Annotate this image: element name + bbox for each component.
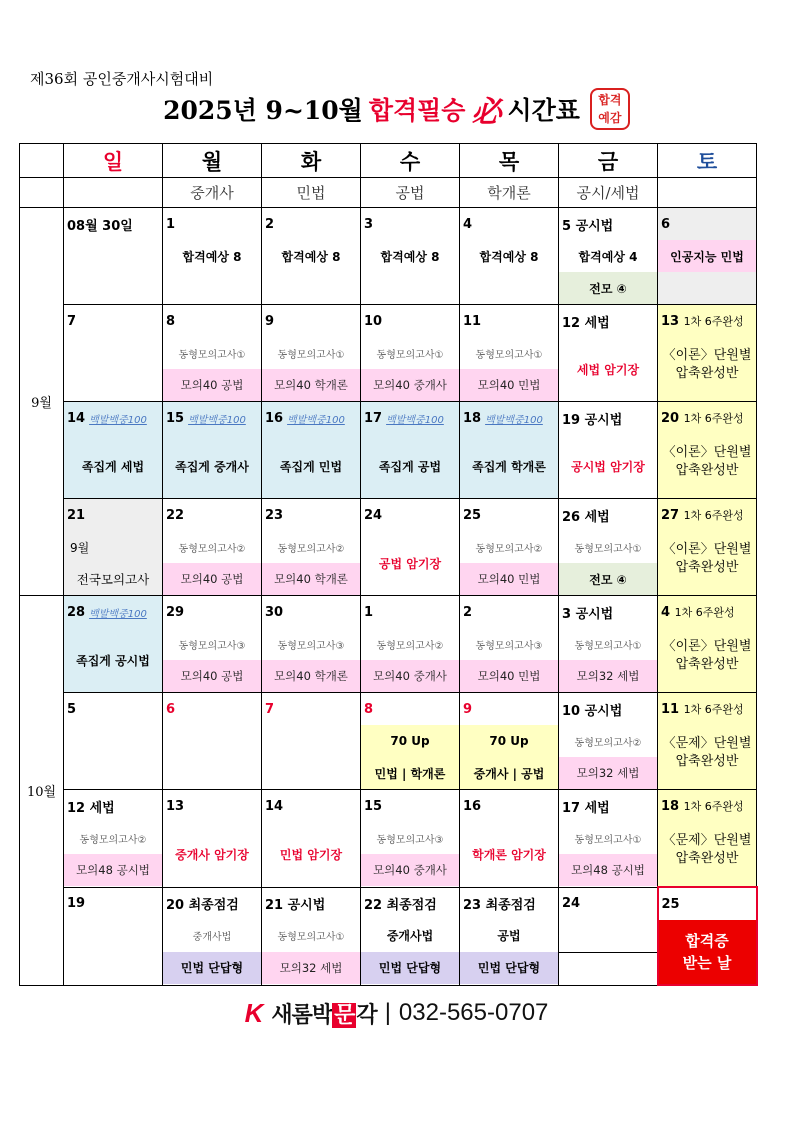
day-cell (262, 596, 361, 693)
mock-exam-label: 동형모의고사③ (178, 640, 246, 652)
course-label: 민법 암기장 (279, 847, 343, 862)
calendar-table (19, 143, 758, 986)
page-title (0, 86, 793, 132)
theory-course (658, 822, 756, 886)
date-label: 8 (166, 313, 176, 329)
theory-line1: 〈이론〉단원별 (662, 542, 752, 557)
mock-exam-label: 동형모의고사② (277, 543, 345, 555)
day-cell (64, 596, 163, 693)
mock-exam-label: 동형모의고사① (574, 640, 642, 652)
date-label: 19 공시법 (562, 412, 623, 428)
day-cell (163, 887, 262, 985)
date-label: 5 (67, 701, 77, 717)
day-cell (460, 887, 559, 985)
date-label: 11 (463, 313, 482, 329)
day-cell (262, 499, 361, 596)
date-label: 08월 30일 (67, 218, 133, 234)
theory-course (658, 628, 756, 692)
day-cell (262, 790, 361, 888)
course-label: 모의40 학개론 (262, 369, 360, 401)
holiday-date-label: 7 (265, 701, 275, 717)
date-label: 4 (661, 604, 671, 620)
date-label: 1 (166, 216, 176, 232)
course-label: 족집게 학개론 (472, 459, 546, 474)
theory-line1: 〈이론〉단원별 (662, 445, 752, 460)
mock-exam-label: 동형모의고사② (178, 543, 246, 555)
mock-exam-label: 동형모의고사① (475, 349, 543, 361)
date-label: 12 세법 (67, 800, 115, 816)
date-label: 14 (265, 798, 284, 814)
mock-exam-label: 동형모의고사② (376, 640, 444, 652)
day-cell (559, 208, 658, 305)
date-label: 27 (661, 507, 680, 523)
day-cell (559, 596, 658, 693)
theory-line1: 〈이론〉단원별 (662, 639, 752, 654)
date-label: 10 공시법 (562, 703, 623, 719)
day-cell (361, 596, 460, 693)
day-cell (262, 693, 361, 790)
day-cell (559, 305, 658, 402)
theory-course (658, 531, 756, 595)
course-label: 모의32 세법 (262, 952, 360, 984)
day-cell (262, 208, 361, 305)
day-cell (559, 402, 658, 499)
course-label: 모의40 중개사 (361, 854, 459, 886)
course-label: 중개사 암기장 (175, 847, 249, 862)
date-label: 12 세법 (562, 315, 610, 331)
course-label: 모의40 중개사 (361, 660, 459, 692)
date-label: 23 (265, 507, 284, 523)
date-label: 29 (166, 604, 185, 620)
date-label: 21 (67, 507, 86, 523)
course-link[interactable]: 백발백중100 (89, 414, 147, 426)
course-label: 민법 단답형 (361, 952, 459, 984)
course-label: 모의40 공법 (163, 369, 261, 401)
date-label: 18 (661, 798, 680, 814)
date-label: 5 공시법 (562, 218, 614, 234)
course-label: 중개사법 (192, 932, 232, 943)
theory-line2: 압축완성반 (675, 463, 739, 478)
course-label: 족집게 공시법 (76, 653, 150, 668)
course-label: 족집게 민법 (279, 459, 343, 474)
day-cell (361, 499, 460, 596)
date-label: 20 최종점검 (166, 898, 239, 913)
exam-day-line2: 받는 날 (682, 954, 732, 972)
day-cell (64, 305, 163, 402)
day-header-mon: 월 (163, 144, 262, 178)
week-row (20, 790, 757, 888)
week-row (20, 305, 757, 402)
course-label: 모의40 중개사 (361, 369, 459, 401)
day-cell (658, 499, 757, 596)
date-label: 17 (364, 410, 383, 426)
week-row (20, 208, 757, 305)
date-label: 14 (67, 410, 86, 426)
day-header-sat: 토 (658, 144, 757, 178)
day-cell (559, 693, 658, 790)
course-note: 1차 6주완성 (683, 412, 744, 425)
date-label: 4 (463, 216, 473, 232)
date-label: 11 (661, 701, 680, 717)
corner-cell (20, 144, 64, 178)
day-cell (658, 693, 757, 790)
course-label: 모의40 학개론 (262, 563, 360, 595)
course-link[interactable]: 백발백중100 (89, 608, 147, 620)
academy-name-part: 각 (356, 1002, 377, 1028)
day-cell (460, 305, 559, 402)
course-label: 전모 ④ (559, 563, 657, 595)
day-cell (361, 402, 460, 499)
day-cell (262, 402, 361, 499)
mock-exam-label: 동형모의고사③ (475, 640, 543, 652)
date-label: 20 (661, 410, 680, 426)
day-cell (163, 499, 262, 596)
date-label: 30 (265, 604, 284, 620)
date-label: 7 (67, 313, 77, 329)
course-link[interactable]: 백발백중100 (287, 414, 345, 426)
theory-line2: 압축완성반 (675, 366, 739, 381)
course-label: 모의40 공법 (163, 660, 261, 692)
title-hanja: 必 (471, 95, 502, 130)
mock-exam-label: 동형모의고사② (475, 543, 543, 555)
day-cell (559, 790, 658, 888)
day-cell (64, 790, 163, 888)
course-note: 1차 6주완성 (674, 606, 735, 619)
day-header-fri: 금 (559, 144, 658, 178)
day-cell (460, 790, 559, 888)
day-cell (262, 887, 361, 985)
day-cell (361, 790, 460, 888)
theory-course (658, 725, 756, 789)
theory-line1: 〈이론〉단원별 (662, 348, 752, 363)
date-label: 18 (463, 410, 482, 426)
subject-mon: 중개사 (163, 178, 262, 208)
day-cell (163, 596, 262, 693)
title-period: 2025년 9~10월 (163, 96, 363, 125)
mock-exam-label: 동형모의고사① (277, 932, 345, 943)
subject-sat (658, 178, 757, 208)
date-label: 24 (562, 896, 581, 911)
exam-day-cell (658, 887, 757, 985)
course-label: 모의32 세법 (559, 757, 657, 789)
subject-wed: 공법 (361, 178, 460, 208)
subject-sun (64, 178, 163, 208)
academy-name-part: 새롬박 (271, 1002, 333, 1028)
course-label: 합격예상 8 (479, 249, 539, 264)
date-label: 25 (661, 896, 680, 912)
day-cell (559, 887, 658, 985)
month-label-sep: 9월 (20, 208, 64, 596)
date-label: 22 (166, 507, 185, 523)
theory-line2: 압축완성반 (675, 851, 739, 866)
course-link[interactable]: 백발백중100 (188, 414, 246, 426)
date-label: 26 세법 (562, 509, 610, 525)
academy-logo-icon: K (244, 997, 264, 1028)
day-cell (64, 208, 163, 305)
day-cell (361, 305, 460, 402)
course-label: 합격예상 8 (380, 249, 440, 264)
stamp-line2: 예감 (598, 111, 622, 125)
date-label: 21 공시법 (265, 898, 326, 913)
month-label-oct: 10월 (20, 596, 64, 986)
exam-day-banner (659, 920, 756, 984)
day-cell (163, 305, 262, 402)
course-label: 70 Up (460, 725, 558, 757)
course-label: 인공지능 민법 (658, 240, 756, 272)
day-header-sun: 일 (64, 144, 163, 178)
course-label: 족집게 세법 (81, 459, 145, 474)
day-cell (163, 402, 262, 499)
theory-course (658, 434, 756, 498)
week-row (20, 499, 757, 596)
date-label: 22 최종점검 (364, 898, 437, 913)
day-cell (163, 790, 262, 888)
course-label: 학개론 암기장 (472, 847, 546, 862)
subject-fri: 공시/세법 (559, 178, 658, 208)
date-label: 16 (463, 798, 482, 814)
date-label: 28 (67, 604, 86, 620)
corner-cell-2 (20, 178, 64, 208)
week-row (20, 402, 757, 499)
course-label: 족집게 중개사 (175, 459, 249, 474)
week-row (20, 596, 757, 693)
course-note: 1차 6주완성 (683, 703, 744, 716)
theory-line1: 〈문제〉단원별 (662, 833, 752, 848)
course-label: 민법 단답형 (163, 952, 261, 984)
mock-exam-label: 동형모의고사① (574, 834, 642, 846)
date-label: 25 (463, 507, 482, 523)
date-label: 3 공시법 (562, 606, 614, 622)
day-cell (559, 499, 658, 596)
theory-line2: 압축완성반 (675, 560, 739, 575)
mock-exam-label: 동형모의고사② (79, 834, 147, 846)
stamp-line1: 합격 (598, 93, 622, 107)
date-label: 2 (463, 604, 473, 620)
date-label: 13 (166, 798, 185, 814)
week-row (20, 693, 757, 790)
date-label: 15 (364, 798, 383, 814)
holiday-date-label: 9 (463, 701, 473, 717)
mock-exam-label: 동형모의고사① (376, 349, 444, 361)
course-label: 모의40 학개론 (262, 660, 360, 692)
course-label: 모의40 민법 (460, 660, 558, 692)
day-cell (658, 208, 757, 305)
day-cell (163, 693, 262, 790)
academy-name-accent: 문 (334, 1002, 355, 1028)
mock-exam-label: 동형모의고사① (574, 543, 642, 555)
subject-header-row (20, 178, 757, 208)
course-label: 합격예상 8 (281, 249, 341, 264)
title-highlight: 합격필승 (368, 96, 466, 125)
academy-name (271, 998, 376, 1029)
mock-exam-label: 동형모의고사② (574, 737, 642, 749)
date-label: 23 최종점검 (463, 898, 536, 913)
course-link[interactable]: 백발백중100 (485, 414, 543, 426)
course-label: 공법 암기장 (378, 556, 442, 571)
course-label: 모의40 민법 (460, 369, 558, 401)
day-header-thu: 목 (460, 144, 559, 178)
day-cell (460, 402, 559, 499)
date-label: 10 (364, 313, 383, 329)
phone-number: 032-565-0707 (398, 999, 549, 1026)
course-label: 모의48 공시법 (559, 854, 657, 886)
course-label: 전모 ④ (559, 272, 657, 304)
exam-subtitle: 제36회 공인중개사시험대비 (30, 70, 214, 88)
course-label: 합격예상 4 (578, 249, 638, 264)
holiday-date-label: 8 (364, 701, 374, 717)
mock-exam-label: 동형모의고사① (277, 349, 345, 361)
day-cell (262, 305, 361, 402)
date-label: 15 (166, 410, 185, 426)
course-note: 1차 6주완성 (683, 800, 744, 813)
course-label: 모의32 세법 (559, 660, 657, 692)
date-label: 1 (364, 604, 374, 620)
day-cell (64, 402, 163, 499)
date-label: 17 세법 (562, 800, 610, 816)
course-label: 중개사법 (386, 929, 434, 943)
holiday-date-label: 6 (166, 701, 176, 717)
day-cell (64, 499, 163, 596)
day-cell (658, 402, 757, 499)
theory-course (658, 337, 756, 401)
course-label: 합격예상 8 (182, 249, 242, 264)
course-label: 민법 | 학개론 (361, 757, 459, 789)
date-label: 9 (265, 313, 275, 329)
course-label: 중개사 | 공법 (460, 757, 558, 789)
day-cell (361, 208, 460, 305)
weekday-header-row (20, 144, 757, 178)
subject-thu: 학개론 (460, 178, 559, 208)
course-note: 1차 6주완성 (683, 509, 744, 522)
pass-stamp-icon (590, 88, 630, 130)
theory-line2: 압축완성반 (675, 754, 739, 769)
date-label: 6 (661, 216, 671, 232)
title-timetable: 시간표 (507, 96, 580, 125)
course-label: 70 Up (361, 725, 459, 757)
day-cell (658, 596, 757, 693)
theory-line2: 압축완성반 (675, 657, 739, 672)
footer-contact (0, 996, 793, 1030)
date-label: 13 (661, 313, 680, 329)
course-note: 1차 6주완성 (683, 315, 744, 328)
theory-line1: 〈문제〉단원별 (662, 736, 752, 751)
week-row (20, 887, 757, 985)
course-label: 족집게 공법 (378, 459, 442, 474)
day-cell (460, 596, 559, 693)
course-label: 모의40 공법 (163, 563, 261, 595)
course-label: 모의40 민법 (460, 563, 558, 595)
mock-exam-label: 동형모의고사③ (376, 834, 444, 846)
day-header-wed: 수 (361, 144, 460, 178)
event-label: 전국모의고사 (76, 572, 150, 587)
mock-exam-label: 동형모의고사① (178, 349, 246, 361)
date-label: 2 (265, 216, 275, 232)
day-cell (64, 887, 163, 985)
course-label: 세법 암기장 (576, 362, 640, 377)
subject-tue: 민법 (262, 178, 361, 208)
exam-day-line1: 합격증 (685, 932, 729, 950)
day-cell (460, 693, 559, 790)
day-cell (460, 499, 559, 596)
day-cell (64, 693, 163, 790)
day-cell (658, 305, 757, 402)
day-cell (361, 693, 460, 790)
day-cell (361, 887, 460, 985)
separator: | (384, 999, 391, 1026)
day-cell (460, 208, 559, 305)
course-label: 공법 (497, 929, 521, 943)
course-label: 모의48 공시법 (64, 854, 162, 886)
course-label: 민법 단답형 (460, 952, 558, 984)
course-link[interactable]: 백발백중100 (386, 414, 444, 426)
day-header-tue: 화 (262, 144, 361, 178)
day-cell (658, 790, 757, 888)
course-label: 공시법 암기장 (571, 459, 645, 474)
mock-exam-label: 동형모의고사③ (277, 640, 345, 652)
date-label: 16 (265, 410, 284, 426)
date-label: 24 (364, 507, 383, 523)
event-label: 9월 (70, 540, 90, 555)
date-label: 3 (364, 216, 374, 232)
date-label: 19 (67, 896, 86, 911)
day-cell (163, 208, 262, 305)
